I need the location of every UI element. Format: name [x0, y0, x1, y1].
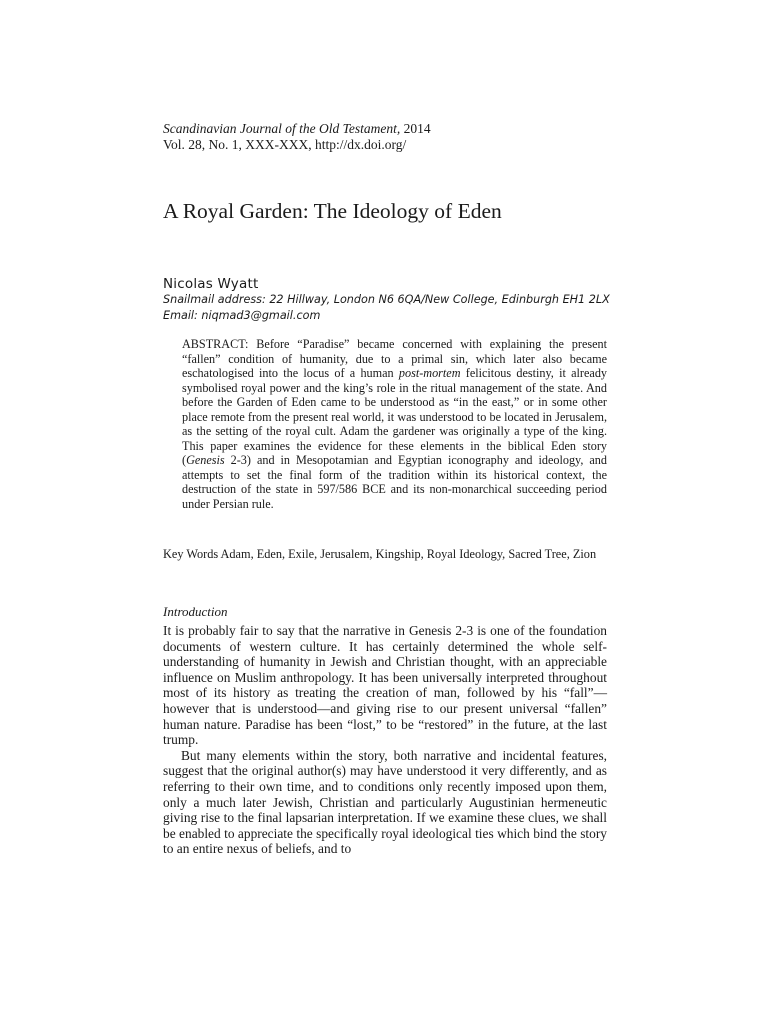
journal-year: 2014 [400, 121, 431, 136]
body-paragraph: But many elements within the story, both narrative and incidental features, suggest that the original author(s) may have understood it very differently, and as referring to their own time, and to conditions only recently imposed upon them, only a much later Jewish, Christian and particularly Augustinian hermeneutic giving rise to the final lapsarian interpretation. If we examine these clues, we shall be enabled to appreciate the specifically royal ideological ties which bind the story to an entire nexus of beliefs, and to [163, 747, 607, 857]
body-paragraph: It is probably fair to say that the narrative in Genesis 2-3 is one of the foundation documents of western culture. It has certainly determined the whole self-understanding of humanity in Jewish and Christian thought, with an appreciable influence on Muslim anthropology. It has been universally interpreted throughout most of its history as treating the creation of man, followed by his “fall”—however that is understood—and giving rise to our present universal “fallen” human nature. Paradise has been “lost,” to be “restored” in the future, at the last trump. [163, 623, 607, 748]
author-contact [163, 292, 623, 324]
author-snailmail: Snailmail address: 22 Hillway, London N6 6QA/New College, Edinburgh EH1 2LX [163, 293, 610, 306]
author-name: Nicolas Wyatt [163, 276, 259, 292]
introduction-body [163, 623, 607, 857]
journal-citation-line [163, 121, 623, 137]
journal-name: Scandinavian Journal of the Old Testament, [163, 121, 401, 136]
section-heading-introduction: Introduction [163, 604, 228, 619]
keywords: Key Words Adam, Eden, Exile, Jerusalem, Kingship, Royal Ideology, Sacred Tree, Zion [163, 547, 597, 561]
article-title: A Royal Garden: The Ideology of Eden [163, 199, 502, 223]
abstract-italic-genesis: Genesis [186, 453, 225, 467]
abstract-text-3: 2-3) and in Mesopotamian and Egyptian iconography and ideology, and attempts to set the final form of the tradition within its historical context, the destruction of the state in 597/586 BCE and its non-monarchical succeeding period under Persian rule. [182, 453, 607, 511]
abstract [182, 337, 607, 511]
journal-volume-line: Vol. 28, No. 1, XXX-XXX, http://dx.doi.org/ [163, 137, 407, 152]
abstract-text-2: felicitous destiny, it already symbolised royal power and the king’s role in the ritual management of the state. And before the Garden of Eden came to be understood as “in the east,” or in some other place remote from the present real world, it was understood to be located in Jerusalem, as the setting of the royal cult. Adam the gardener was originally a type of the king. This paper examines the evidence for these elements in the biblical Eden story ( [182, 366, 608, 467]
abstract-italic-post-mortem: post-mortem [398, 366, 461, 380]
author-email: Email: niqmad3@gmail.com [163, 309, 321, 322]
journal-header [163, 121, 623, 153]
abstract-text-1: ABSTRACT: Before “Paradise” became concerned with explaining the present “fallen” condition of humanity, due to a primal sin, which later also became eschatologised into the locus of a human [182, 337, 607, 380]
